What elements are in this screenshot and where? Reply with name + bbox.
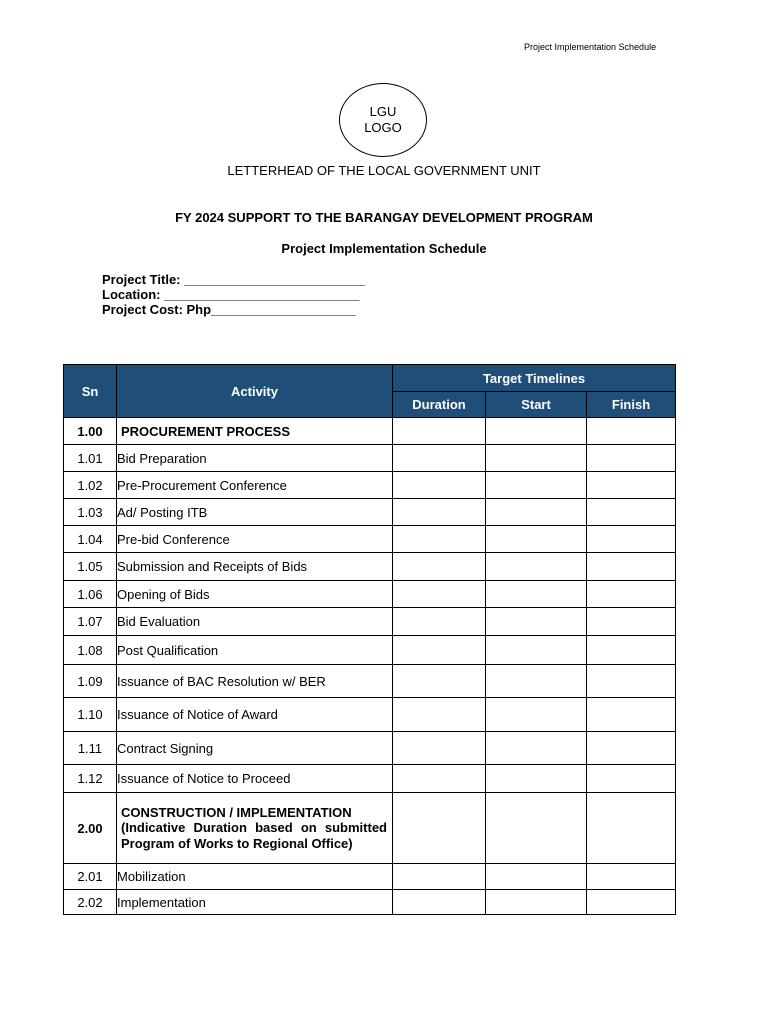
duration-cell[interactable]: [393, 765, 486, 793]
duration-cell[interactable]: [393, 698, 486, 732]
finish-cell[interactable]: [587, 732, 676, 765]
lgu-logo-placeholder: [339, 83, 427, 157]
row-activity: Pre-bid Conference: [117, 526, 393, 553]
table-row: [64, 698, 676, 732]
duration-cell[interactable]: [393, 732, 486, 765]
row-sn: 1.11: [64, 732, 117, 765]
schedule-title: Project Implementation Schedule: [281, 241, 487, 256]
duration-cell[interactable]: [393, 499, 486, 526]
row-activity: Mobilization: [117, 864, 393, 890]
duration-cell[interactable]: [393, 793, 486, 864]
row-activity: Submission and Receipts of Bids: [117, 553, 393, 581]
table-row: [64, 793, 676, 864]
table-row: [64, 526, 676, 553]
row-sn: 2.00: [64, 793, 117, 864]
row-activity: Bid Evaluation: [117, 608, 393, 636]
table-row: [64, 418, 676, 445]
table-row: [64, 864, 676, 890]
table-row: [64, 581, 676, 608]
start-cell[interactable]: [486, 636, 587, 665]
table-row: [64, 765, 676, 793]
table-row: [64, 890, 676, 915]
table-row: [64, 732, 676, 765]
row-activity: PROCUREMENT PROCESS: [117, 418, 393, 445]
table-row: [64, 608, 676, 636]
start-cell[interactable]: [486, 765, 587, 793]
duration-cell[interactable]: [393, 665, 486, 698]
finish-cell[interactable]: [587, 864, 676, 890]
duration-cell[interactable]: [393, 890, 486, 915]
start-cell[interactable]: [486, 665, 587, 698]
header-start: Start: [486, 392, 587, 418]
duration-cell[interactable]: [393, 472, 486, 499]
finish-cell[interactable]: [587, 765, 676, 793]
row-sn: 1.00: [64, 418, 117, 445]
row-sn: 1.10: [64, 698, 117, 732]
finish-cell[interactable]: [587, 472, 676, 499]
section-description: (Indicative Duration based on submitted Program of Works to Regional Office): [121, 820, 387, 851]
finish-cell[interactable]: [587, 553, 676, 581]
row-sn: 1.05: [64, 553, 117, 581]
row-activity: Ad/ Posting ITB: [117, 499, 393, 526]
header-note: Project Implementation Schedule: [524, 42, 657, 52]
start-cell[interactable]: [486, 608, 587, 636]
implementation-schedule-table: [63, 364, 676, 915]
row-sn: 1.06: [64, 581, 117, 608]
start-cell[interactable]: [486, 526, 587, 553]
row-activity: Bid Preparation: [117, 445, 393, 472]
row-activity: Post Qualification: [117, 636, 393, 665]
table-row: [64, 499, 676, 526]
row-activity: Issuance of Notice of Award: [117, 698, 393, 732]
project-info: [102, 272, 365, 317]
row-activity: Implementation: [117, 890, 393, 915]
header-activity: Activity: [117, 365, 393, 418]
row-sn: 1.12: [64, 765, 117, 793]
logo-line-2: LOGO: [364, 120, 402, 135]
finish-cell[interactable]: [587, 608, 676, 636]
start-cell[interactable]: [486, 553, 587, 581]
row-activity: Opening of Bids: [117, 581, 393, 608]
row-sn: 1.04: [64, 526, 117, 553]
start-cell[interactable]: [486, 472, 587, 499]
finish-cell[interactable]: [587, 698, 676, 732]
start-cell[interactable]: [486, 418, 587, 445]
start-cell[interactable]: [486, 499, 587, 526]
row-sn: 1.02: [64, 472, 117, 499]
row-activity: Issuance of Notice to Proceed: [117, 765, 393, 793]
start-cell[interactable]: [486, 793, 587, 864]
finish-cell[interactable]: [587, 499, 676, 526]
start-cell[interactable]: [486, 445, 587, 472]
finish-cell[interactable]: [587, 418, 676, 445]
finish-cell[interactable]: [587, 526, 676, 553]
table-row: [64, 553, 676, 581]
program-title: FY 2024 SUPPORT TO THE BARANGAY DEVELOPMENT PROGRAM: [175, 210, 593, 225]
finish-cell[interactable]: [587, 636, 676, 665]
row-sn: 1.08: [64, 636, 117, 665]
start-cell[interactable]: [486, 581, 587, 608]
row-activity: [117, 793, 393, 864]
duration-cell[interactable]: [393, 445, 486, 472]
duration-cell[interactable]: [393, 526, 486, 553]
header-sn: Sn: [64, 365, 117, 418]
header-target-timelines: Target Timelines: [393, 365, 676, 392]
row-activity: Contract Signing: [117, 732, 393, 765]
table-row: [64, 445, 676, 472]
finish-cell[interactable]: [587, 890, 676, 915]
start-cell[interactable]: [486, 732, 587, 765]
section-title: CONSTRUCTION / IMPLEMENTATION: [121, 805, 352, 820]
duration-cell[interactable]: [393, 553, 486, 581]
row-activity: Pre-Procurement Conference: [117, 472, 393, 499]
row-activity: Issuance of BAC Resolution w/ BER: [117, 665, 393, 698]
row-sn: 1.01: [64, 445, 117, 472]
start-cell[interactable]: [486, 698, 587, 732]
finish-cell[interactable]: [587, 665, 676, 698]
row-sn: 1.09: [64, 665, 117, 698]
start-cell[interactable]: [486, 864, 587, 890]
header-duration: Duration: [393, 392, 486, 418]
duration-cell[interactable]: [393, 581, 486, 608]
finish-cell[interactable]: [587, 793, 676, 864]
duration-cell[interactable]: [393, 864, 486, 890]
duration-cell[interactable]: [393, 636, 486, 665]
project-cost-field: Project Cost: Php____________________: [102, 302, 356, 317]
finish-cell[interactable]: [587, 581, 676, 608]
table-row: [64, 665, 676, 698]
table-row: [64, 636, 676, 665]
start-cell[interactable]: [486, 890, 587, 915]
row-sn: 1.03: [64, 499, 117, 526]
table-row: [64, 472, 676, 499]
finish-cell[interactable]: [587, 445, 676, 472]
logo-line-1: LGU: [369, 104, 397, 119]
row-sn: 2.02: [64, 890, 117, 915]
header-finish: Finish: [587, 392, 676, 418]
project-title-field: Project Title: _________________________: [102, 272, 365, 287]
letterhead: LETTERHEAD OF THE LOCAL GOVERNMENT UNIT: [227, 163, 541, 178]
duration-cell[interactable]: [393, 418, 486, 445]
row-sn: 1.07: [64, 608, 117, 636]
location-field: Location: ___________________________: [102, 287, 360, 302]
duration-cell[interactable]: [393, 608, 486, 636]
row-sn: 2.01: [64, 864, 117, 890]
